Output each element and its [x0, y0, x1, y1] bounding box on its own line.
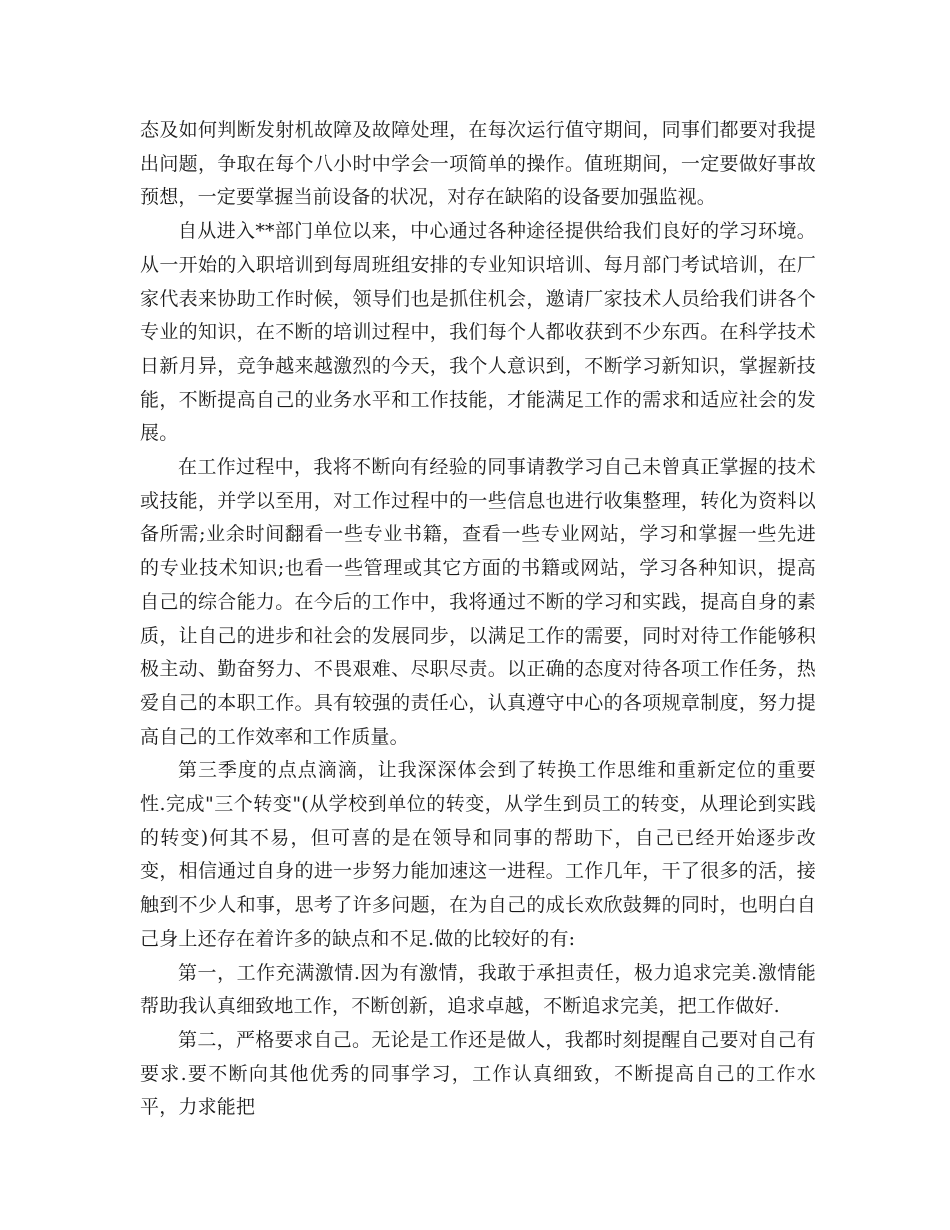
paragraph-4: 第三季度的点点滴滴，让我深深体会到了转换工作思维和重新定位的重要性.完成"三个转变"(从学校到单位的转变，从学生到员工的转变，从理论到实践的转变)何其不易，但可喜的是在领导和同事的帮助下，自己已经开始逐步改变，相信通过自身的进一步努力能加速这一进程。工作几年，干了很多的活，接触到不少人和事，思考了许多问题，在为自己的成长欢欣鼓舞的同时，也明白自己身上还存在着许多的缺点和不足.做的比较好的有: [140, 759, 816, 950]
paragraph-2: 自从进入**部门单位以来，中心通过各种途径提供给我们良好的学习环境。从一开始的入职培训到每周班组安排的专业知识培训、每月部门考试培训，在厂家代表来协助工作时候，领导们也是抓住机会，邀请厂家技术人员给我们讲各个专业的知识，在不断的培训过程中，我们每个人都收获到不少东西。在科学技术日新月异，竞争越来越激烈的今天，我个人意识到，不断学习新知识，掌握新技能，不断提高自己的业务水平和工作技能，才能满足工作的需求和适应社会的发展。 [140, 220, 816, 445]
paragraph-6: 第二，严格要求自己。无论是工作还是做人，我都时刻提醒自己要对自己有要求.要不断向其他优秀的同事学习，工作认真细致，不断提高自己的工作水平，力求能把 [140, 1028, 816, 1119]
paragraph-3: 在工作过程中，我将不断向有经验的同事请教学习自己未曾真正掌握的技术或技能，并学以至用，对工作过程中的一些信息也进行收集整理，转化为资料以备所需;业余时间翻看一些专业书籍，查看一些专业网站，学习和掌握一些先进的专业技术知识;也看一些管理或其它方面的书籍或网站，学习各种知识，提高自己的综合能力。在今后的工作中，我将通过不断的学习和实践，提高自身的素质，让自己的进步和社会的发展同步，以满足工作的需要，同时对待工作能够积极主动、勤奋努力、不畏艰难、尽职尽责。以正确的态度对待各项工作任务，热爱自己的本职工作。具有较强的责任心，认真遵守中心的各项规章制度，努力提高自己的工作效率和工作质量。 [140, 456, 816, 748]
document-body [140, 114, 816, 1125]
paragraph-5: 第一，工作充满激情.因为有激情，我敢于承担责任，极力追求完美.激情能帮助我认真细致地工作，不断创新，追求卓越，不断追求完美，把工作做好. [140, 961, 816, 1018]
paragraph-1: 态及如何判断发射机故障及故障处理，在每次运行值守期间，同事们都要对我提出问题，争取在每个八小时中学会一项简单的操作。值班期间，一定要做好事故预想，一定要掌握当前设备的状况，对存在缺陷的设备要加强监视。 [140, 119, 816, 209]
